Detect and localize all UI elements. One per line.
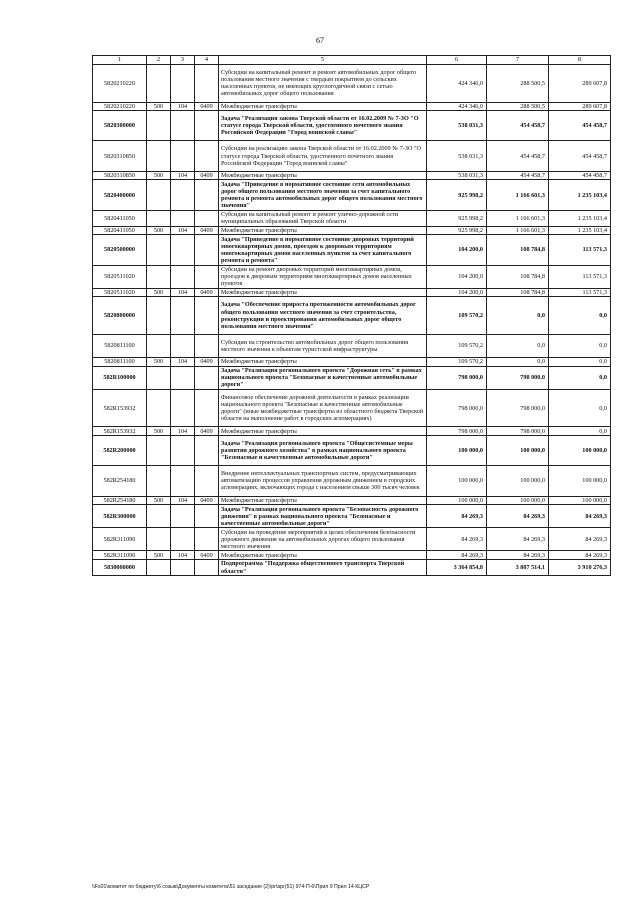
section-cell: [195, 297, 219, 335]
budget-table: [92, 55, 611, 576]
expense-type-cell: 500: [147, 551, 171, 560]
table-row: [93, 141, 611, 171]
expense-type-cell: [147, 297, 171, 335]
expense-type-cell: [147, 65, 171, 103]
amount-year2-cell: 0,0: [487, 334, 549, 357]
expense-type-cell: [147, 389, 171, 427]
description-cell: Межбюджетные трансферты: [219, 171, 427, 180]
department-cell: 104: [171, 427, 195, 436]
table-row: [93, 366, 611, 389]
description-cell: Субсидии на реализацию закона Тверской области от 16.02.2009 № 7-ЗО "О статусе города Тверской области, удостоенного почетного звания Российской Федерации "Город воинской славы": [219, 141, 427, 171]
description-cell: Субсидии на проведение мероприятий в целях обеспечения безопасности дорожного движения на автомобильных дорогах общего пользования местного значения: [219, 528, 427, 551]
department-cell: 104: [171, 288, 195, 297]
target-code-cell: 5820310850: [93, 171, 147, 180]
section-cell: 0409: [195, 496, 219, 505]
amount-year2-cell: 84 269,3: [487, 551, 549, 560]
amount-year1-cell: 424 346,0: [427, 65, 487, 103]
amount-year2-cell: 100 000,0: [487, 435, 549, 465]
amount-year1-cell: 424 346,0: [427, 102, 487, 111]
expense-type-cell: [147, 111, 171, 141]
expense-type-cell: 500: [147, 288, 171, 297]
department-cell: 104: [171, 496, 195, 505]
expense-type-cell: [147, 435, 171, 465]
table-row: [93, 235, 611, 265]
file-path-footer: \\Fs01\комитет по бюджету\6 созыв\Документы комитета\51 заседание (2)\pr\арг(51) 974-П-6\Прил 9 Прил 14 КЦСР: [92, 884, 370, 890]
amount-year1-cell: 109 570,2: [427, 358, 487, 367]
table-row: [93, 65, 611, 103]
description-cell: Задача "Приведение в нормативное состояние сети автомобильных дорог общего пользования местного значения за счет капитального ремонта и ремонта автомобильных дорог общего пользования местного значения": [219, 180, 427, 210]
amount-year2-cell: 3 807 514,1: [487, 560, 549, 576]
expense-type-cell: 500: [147, 427, 171, 436]
amount-year3-cell: 454 458,7: [549, 141, 611, 171]
target-code-cell: 582R254180: [93, 466, 147, 496]
amount-year3-cell: 454 458,7: [549, 171, 611, 180]
section-cell: [195, 210, 219, 226]
expense-type-cell: 500: [147, 102, 171, 111]
department-cell: [171, 235, 195, 265]
amount-year2-cell: 288 500,5: [487, 65, 549, 103]
section-cell: 0409: [195, 427, 219, 436]
table-row: [93, 171, 611, 180]
section-cell: [195, 235, 219, 265]
description-cell: Задача "Реализация регионального проекта "Общесистемные меры развития дорожного хозяйства" в рамках национального проекта "Безопасные и качественные автомобильные дороги": [219, 435, 427, 465]
amount-year1-cell: 100 000,0: [427, 496, 487, 505]
department-cell: [171, 180, 195, 210]
amount-year2-cell: 108 784,8: [487, 288, 549, 297]
department-cell: [171, 389, 195, 427]
department-cell: [171, 560, 195, 576]
description-cell: Финансовое обеспечение дорожной деятельности в рамках реализации национального проекта "Безопасные и качественные автомобильные дороги" (иные межбюджетные трансферты из областного бюджета Тверской области на выполнение работ в городских агломерациях): [219, 389, 427, 427]
amount-year1-cell: 538 031,3: [427, 111, 487, 141]
target-code-cell: 5820310850: [93, 141, 147, 171]
amount-year2-cell: 100 000,0: [487, 466, 549, 496]
department-cell: [171, 297, 195, 335]
description-cell: Межбюджетные трансферты: [219, 496, 427, 505]
amount-year2-cell: 84 269,3: [487, 505, 549, 528]
table-row: [93, 358, 611, 367]
department-cell: 104: [171, 358, 195, 367]
amount-year1-cell: 84 269,3: [427, 528, 487, 551]
department-cell: [171, 466, 195, 496]
description-cell: Субсидии на капитальный ремонт и ремонт автомобильных дорог общего пользования местного значения с твердым покрытием до сельских населенных пунктов, не имеющих круглогодичной связи с сетью автомобильных дорог общего пользования: [219, 65, 427, 103]
description-cell: Межбюджетные трансферты: [219, 358, 427, 367]
table-row: [93, 427, 611, 436]
table-row: [93, 551, 611, 560]
expense-type-cell: 500: [147, 358, 171, 367]
description-cell: Субсидии на капитальный ремонт и ремонт улично-дорожной сети муниципальных образований Тверской области: [219, 210, 427, 226]
target-code-cell: 582R300000: [93, 505, 147, 528]
amount-year3-cell: 1 235 103,4: [549, 226, 611, 235]
department-cell: [171, 366, 195, 389]
target-code-cell: 582R311090: [93, 551, 147, 560]
amount-year2-cell: 798 000,0: [487, 366, 549, 389]
section-cell: 0409: [195, 171, 219, 180]
section-cell: [195, 111, 219, 141]
department-cell: 104: [171, 226, 195, 235]
amount-year1-cell: 100 000,0: [427, 466, 487, 496]
amount-year3-cell: 100 000,0: [549, 466, 611, 496]
target-code-cell: 5820210220: [93, 102, 147, 111]
amount-year1-cell: 925 998,2: [427, 210, 487, 226]
amount-year2-cell: 454 458,7: [487, 171, 549, 180]
target-code-cell: 5820811100: [93, 358, 147, 367]
target-code-cell: 5820811100: [93, 334, 147, 357]
amount-year3-cell: 289 607,8: [549, 65, 611, 103]
amount-year3-cell: 454 458,7: [549, 111, 611, 141]
amount-year1-cell: 3 364 854,8: [427, 560, 487, 576]
description-cell: Межбюджетные трансферты: [219, 226, 427, 235]
amount-year1-cell: 925 998,2: [427, 226, 487, 235]
department-cell: [171, 528, 195, 551]
section-cell: [195, 334, 219, 357]
amount-year3-cell: 100 000,0: [549, 496, 611, 505]
target-code-cell: 5820511020: [93, 265, 147, 288]
amount-year2-cell: 108 784,8: [487, 235, 549, 265]
target-code-cell: 582R100000: [93, 366, 147, 389]
expense-type-cell: 500: [147, 171, 171, 180]
amount-year2-cell: 288 500,5: [487, 102, 549, 111]
section-cell: 0409: [195, 226, 219, 235]
description-cell: Задача "Реализация регионального проекта "Безопасность дорожного движения" в рамках национального проекта "Безопасные и качественные автомобильные дороги": [219, 505, 427, 528]
table-row: [93, 111, 611, 141]
department-cell: 104: [171, 551, 195, 560]
expense-type-cell: [147, 334, 171, 357]
target-code-cell: 582R254180: [93, 496, 147, 505]
amount-year1-cell: 925 998,2: [427, 180, 487, 210]
amount-year2-cell: 798 000,0: [487, 389, 549, 427]
description-cell: Внедрение интеллектуальных транспортных систем, предусматривающих автоматизацию процессов управления дорожным движением в городских агломерациях, включающих города с населением свыше 300 тысяч человек: [219, 466, 427, 496]
target-code-cell: 5820411050: [93, 226, 147, 235]
target-code-cell: 582R153932: [93, 389, 147, 427]
table-row: [93, 288, 611, 297]
target-code-cell: 5820800000: [93, 297, 147, 335]
target-code-cell: 5820400000: [93, 180, 147, 210]
table-row: [93, 180, 611, 210]
amount-year2-cell: 0,0: [487, 358, 549, 367]
description-cell: Подпрограмма "Поддержка общественного транспорта Тверской области": [219, 560, 427, 576]
description-cell: Задача "Приведение в нормативное состояние дворовых территорий многоквартирных домов, проездов к дворовым территориям многоквартирных домов населенных пунктов за счет капитального ремонта и ремонта": [219, 235, 427, 265]
section-cell: [195, 65, 219, 103]
department-cell: [171, 111, 195, 141]
section-cell: [195, 528, 219, 551]
section-cell: [195, 505, 219, 528]
section-cell: [195, 435, 219, 465]
target-code-cell: 5820500000: [93, 235, 147, 265]
section-cell: [195, 366, 219, 389]
table-row: [93, 334, 611, 357]
target-code-cell: 5820300000: [93, 111, 147, 141]
page-number: 67: [316, 36, 324, 45]
amount-year3-cell: 0,0: [549, 366, 611, 389]
section-cell: [195, 141, 219, 171]
section-cell: 0409: [195, 102, 219, 111]
expense-type-cell: [147, 141, 171, 171]
target-code-cell: 5820511020: [93, 288, 147, 297]
amount-year2-cell: 454 458,7: [487, 111, 549, 141]
amount-year3-cell: 289 607,8: [549, 102, 611, 111]
amount-year3-cell: 100 000,0: [549, 435, 611, 465]
department-cell: [171, 141, 195, 171]
amount-year1-cell: 798 000,0: [427, 389, 487, 427]
amount-year3-cell: 0,0: [549, 389, 611, 427]
column-number-row: [93, 56, 611, 65]
amount-year2-cell: 84 269,3: [487, 528, 549, 551]
description-cell: Межбюджетные трансферты: [219, 288, 427, 297]
amount-year3-cell: 0,0: [549, 297, 611, 335]
expense-type-cell: 500: [147, 226, 171, 235]
amount-year3-cell: 0,0: [549, 427, 611, 436]
amount-year2-cell: 100 000,0: [487, 496, 549, 505]
table-row: [93, 389, 611, 427]
amount-year1-cell: 109 570,2: [427, 334, 487, 357]
section-cell: 0409: [195, 288, 219, 297]
section-cell: [195, 466, 219, 496]
description-cell: Межбюджетные трансферты: [219, 427, 427, 436]
amount-year3-cell: 1 235 103,4: [549, 210, 611, 226]
column-header: 8: [549, 56, 611, 65]
target-code-cell: 5820210220: [93, 65, 147, 103]
department-cell: [171, 210, 195, 226]
column-header: 1: [93, 56, 147, 65]
description-cell: Межбюджетные трансферты: [219, 102, 427, 111]
amount-year2-cell: 454 458,7: [487, 141, 549, 171]
description-cell: Задача "Обеспечение прироста протяженности автомобильных дорог общего пользования местного значения за счет строительства, реконструкции и проектирования автомобильных дорог общего пользования местного значения": [219, 297, 427, 335]
table-row: [93, 265, 611, 288]
amount-year3-cell: 84 269,3: [549, 528, 611, 551]
amount-year2-cell: 108 784,8: [487, 265, 549, 288]
section-cell: [195, 560, 219, 576]
column-header: 3: [171, 56, 195, 65]
target-code-cell: 5820411050: [93, 210, 147, 226]
description-cell: Субсидии на ремонт дворовых территорий многоквартирных домов, проездов к дворовым территориям многоквартирных домов населенных пунктов: [219, 265, 427, 288]
target-code-cell: 582R311090: [93, 528, 147, 551]
department-cell: [171, 435, 195, 465]
table-row: [93, 496, 611, 505]
expense-type-cell: [147, 505, 171, 528]
expense-type-cell: [147, 180, 171, 210]
amount-year3-cell: 84 269,3: [549, 505, 611, 528]
description-cell: Задача "Реализация закона Тверской области от 16.02.2009 № 7-ЗО "О статусе города Тверской области, удостоенного почетного звания Российской Федерации "Город воинской славы": [219, 111, 427, 141]
column-header: 2: [147, 56, 171, 65]
expense-type-cell: [147, 235, 171, 265]
section-cell: [195, 389, 219, 427]
amount-year1-cell: 538 031,3: [427, 171, 487, 180]
target-code-cell: 5830000000: [93, 560, 147, 576]
amount-year1-cell: 109 570,2: [427, 297, 487, 335]
expense-type-cell: [147, 265, 171, 288]
amount-year2-cell: 0,0: [487, 297, 549, 335]
column-header: 6: [427, 56, 487, 65]
amount-year3-cell: 84 269,3: [549, 551, 611, 560]
description-cell: Межбюджетные трансферты: [219, 551, 427, 560]
section-cell: [195, 265, 219, 288]
amount-year3-cell: 0,0: [549, 358, 611, 367]
column-header: 5: [219, 56, 427, 65]
expense-type-cell: 500: [147, 496, 171, 505]
section-cell: 0409: [195, 358, 219, 367]
amount-year1-cell: 100 000,0: [427, 435, 487, 465]
amount-year3-cell: 1 235 103,4: [549, 180, 611, 210]
target-code-cell: 582R200000: [93, 435, 147, 465]
column-header: 4: [195, 56, 219, 65]
amount-year1-cell: 104 200,0: [427, 235, 487, 265]
amount-year1-cell: 538 031,3: [427, 141, 487, 171]
department-cell: [171, 65, 195, 103]
amount-year2-cell: 1 166 601,3: [487, 180, 549, 210]
amount-year2-cell: 1 166 601,3: [487, 226, 549, 235]
expense-type-cell: [147, 528, 171, 551]
table-row: [93, 560, 611, 576]
expense-type-cell: [147, 366, 171, 389]
description-cell: Субсидии на строительство автомобильных дорог общего пользования местного значения к объектам туристской инфраструктуры: [219, 334, 427, 357]
amount-year1-cell: 798 000,0: [427, 427, 487, 436]
amount-year1-cell: 104 200,0: [427, 288, 487, 297]
department-cell: 104: [171, 102, 195, 111]
section-cell: [195, 180, 219, 210]
description-cell: Задача "Реализация регионального проекта "Дорожная сеть" в рамках национального проекта "Безопасные и качественные автомобильные дороги": [219, 366, 427, 389]
table-row: [93, 505, 611, 528]
table-row: [93, 528, 611, 551]
department-cell: [171, 334, 195, 357]
column-header: 7: [487, 56, 549, 65]
amount-year3-cell: 113 571,3: [549, 288, 611, 297]
table-row: [93, 435, 611, 465]
table-body: [93, 65, 611, 576]
department-cell: [171, 505, 195, 528]
table-row: [93, 466, 611, 496]
amount-year1-cell: 84 269,3: [427, 505, 487, 528]
expense-type-cell: [147, 466, 171, 496]
amount-year2-cell: 798 000,0: [487, 427, 549, 436]
table-row: [93, 102, 611, 111]
amount-year3-cell: 3 910 276,3: [549, 560, 611, 576]
amount-year1-cell: 798 000,0: [427, 366, 487, 389]
target-code-cell: 582R153932: [93, 427, 147, 436]
table-row: [93, 226, 611, 235]
table-row: [93, 297, 611, 335]
amount-year1-cell: 104 200,0: [427, 265, 487, 288]
amount-year3-cell: 113 571,3: [549, 235, 611, 265]
department-cell: [171, 265, 195, 288]
department-cell: 104: [171, 171, 195, 180]
expense-type-cell: [147, 210, 171, 226]
table-row: [93, 210, 611, 226]
amount-year3-cell: 0,0: [549, 334, 611, 357]
amount-year3-cell: 113 571,3: [549, 265, 611, 288]
expense-type-cell: [147, 560, 171, 576]
amount-year2-cell: 1 166 601,3: [487, 210, 549, 226]
amount-year1-cell: 84 269,3: [427, 551, 487, 560]
section-cell: 0409: [195, 551, 219, 560]
